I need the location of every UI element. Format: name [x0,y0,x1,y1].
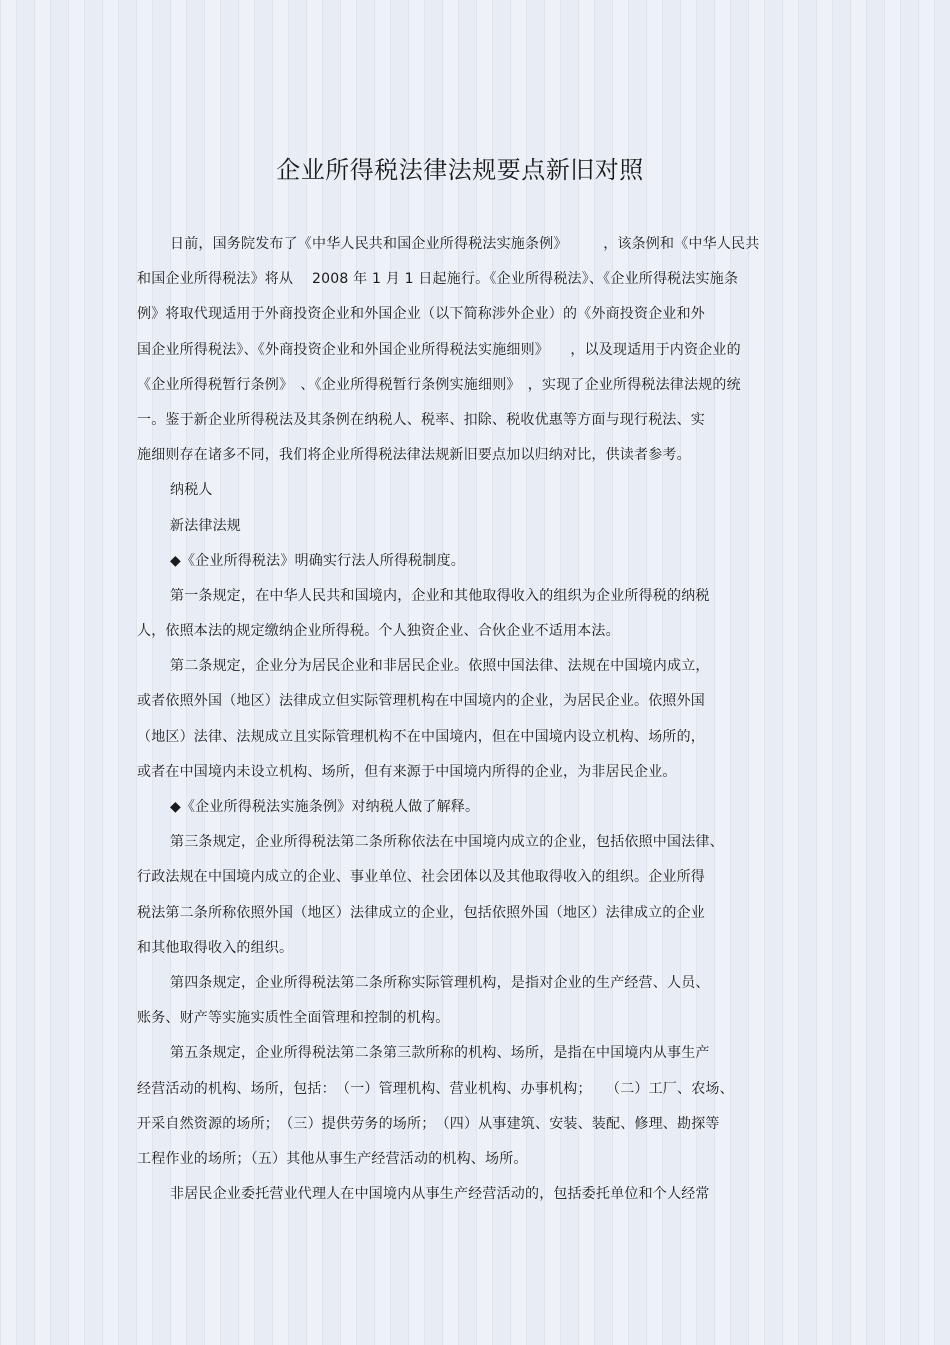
document-title: 企业所得税法律法规要点新旧对照 [276,156,644,184]
text-line: （地区）法律、法规成立且实际管理机构不在中国境内，但在中国境内设立机构、场所的， [137,728,705,745]
text-line: 和国企业所得税法》将从 2008 年 1 月 1 日起施行。《企业所得税法》、《企业所得税法实施条 [137,271,739,288]
text-line: 第三条规定，企业所得税法第二条所称依法在中国境内成立的企业，包括依照中国法律、 [170,834,724,851]
text-line: 一。鉴于新企业所得税法及其条例在纳税人、税率、扣除、税收优惠等方面与现行税法、实 [137,411,705,428]
text-line: 国企业所得税法》、《外商投资企业和外国企业所得税法实施细则》 ，以及现适用于内资企业的 [137,341,741,358]
bullet-line: ◆《企业所得税法实施条例》对纳税人做了解释。 [170,799,480,815]
text-line: 或者在中国境内未设立机构、场所，但有来源于中国境内所得的企业，为非居民企业。 [137,763,677,780]
text-line: 开采自然资源的场所； （三）提供劳务的场所； （四）从事建筑、安装、装配、修理、勘探等 [137,1115,720,1132]
text-line: 《企业所得税暂行条例》 、《企业所得税暂行条例实施细则》 ，实现了企业所得税法律法规的统 [137,376,741,393]
text-line: 账务、财产等实施实质性全面管理和控制的机构。 [137,1010,450,1027]
text-line: 经营活动的机构、场所，包括： （一）管理机构、营业机构、办事机构； （二）工厂、农场、 [137,1080,734,1097]
text-line: 人，依照本法的规定缴纳企业所得税。个人独资企业、合伙企业不适用本法。 [137,623,620,640]
text-line: 行政法规在中国境内成立的企业、事业单位、社会团体以及其他取得收入的组织。企业所得 [137,869,705,886]
text-line: 和其他取得收入的组织。 [137,939,294,956]
text-line: 第五条规定，企业所得税法第二条第三款所称的机构、场所，是指在中国境内从事生产 [170,1045,710,1062]
text-line: 或者依照外国（地区）法律成立但实际管理机构在中国境内的企业，为居民企业。依照外国 [137,693,705,710]
bullet-line: ◆《企业所得税法》明确实行法人所得税制度。 [170,552,465,569]
subsection-heading: 新法律法规 [170,517,241,534]
text-line: 第四条规定，企业所得税法第二条所称实际管理机构，是指对企业的生产经营、人员、 [170,974,710,991]
section-heading: 纳税人 [170,482,213,499]
text-line: 日前，国务院发布了《中华人民共和国企业所得税法实施条例》 ，该条例和《中华人民共 [170,236,760,252]
text-line: 施细则存在诸多不同，我们将企业所得税法律法规新旧要点加以归纳对比，供读者参考。 [137,447,691,464]
document-body [137,227,802,1212]
text-line: 工程作业的场所；（五）其他从事生产经营活动的机构、场所。 [137,1150,528,1167]
text-line: 税法第二条所称依照外国（地区）法律成立的企业，包括依照外国（地区）法律成立的企业 [137,904,705,921]
text-line: 第一条规定，在中华人民共和国境内，企业和其他取得收入的组织为企业所得税的纳税 [170,587,710,604]
text-line: 非居民企业委托营业代理人在中国境内从事生产经营活动的，包括委托单位和个人经常 [170,1186,710,1203]
text-line: 第二条规定，企业分为居民企业和非居民企业。依照中国法律、法规在中国境内成立， [170,658,710,675]
text-line: 例》将取代现适用于外商投资企业和外国企业（以下简称涉外企业）的《外商投资企业和外 [137,306,705,323]
